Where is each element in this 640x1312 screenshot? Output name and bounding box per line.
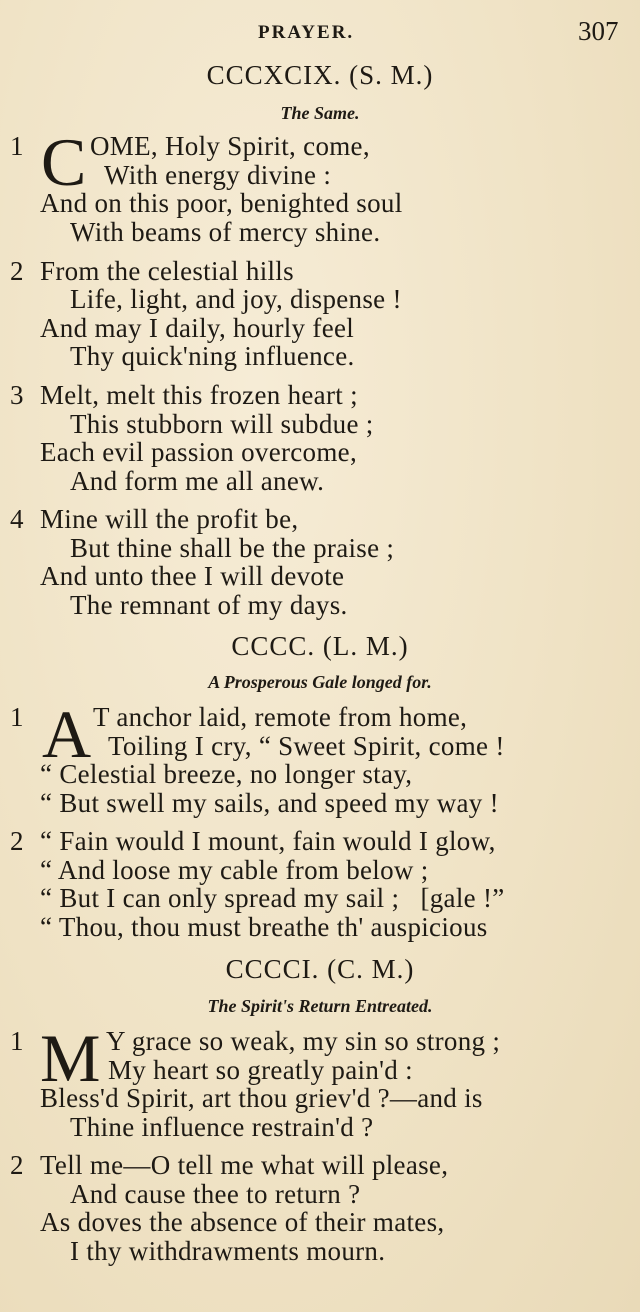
verse-line: I thy withdrawments mourn. <box>70 1236 386 1266</box>
verse-line: OME, Holy Spirit, come, <box>90 131 370 161</box>
verse-line: And form me all anew. <box>70 466 325 496</box>
verse-line: And on this poor, benighted soul <box>40 188 403 218</box>
verse-line: Melt, melt this frozen heart ; <box>40 380 358 410</box>
verse-number: 2 <box>10 826 24 856</box>
verse-line: T anchor laid, remote from home, <box>93 702 468 732</box>
verse-line: “ But I can only spread my sail ; [gale !” <box>40 883 505 913</box>
verse-line: My heart so greatly pain'd : <box>108 1055 413 1085</box>
verse-line: Thine influence restrain'd ? <box>70 1112 374 1142</box>
verse-line: And unto thee I will devote <box>40 561 345 591</box>
verse-line: With beams of mercy shine. <box>70 217 381 247</box>
page-number: 307 <box>578 16 619 46</box>
verse-line: Tell me—O tell me what will please, <box>40 1150 449 1180</box>
verse-number: 1 <box>10 702 24 732</box>
verse-line: Toiling I cry, “ Sweet Spirit, come ! <box>108 731 505 761</box>
verse-line: “ But swell my sails, and speed my way ! <box>40 788 499 818</box>
verse-line: The remnant of my days. <box>70 590 348 620</box>
verse-line: As doves the absence of their mates, <box>40 1207 445 1237</box>
drop-cap: C <box>41 124 87 200</box>
verse-line: Each evil passion overcome, <box>40 437 357 467</box>
hymn-subtitle: The Spirit's Return Entreated. <box>207 996 433 1016</box>
verse-number: 1 <box>10 1026 24 1056</box>
verse-line: “ Celestial breeze, no longer stay, <box>40 759 413 789</box>
verse-line: Y grace so weak, my sin so strong ; <box>106 1026 501 1056</box>
verse-number: 2 <box>10 256 24 286</box>
verse-number: 1 <box>10 131 24 161</box>
verse-line: And cause thee to return ? <box>70 1179 361 1209</box>
verse-line: From the celestial hills <box>40 256 294 286</box>
verse-line: But thine shall be the praise ; <box>70 533 395 563</box>
verse-number: 4 <box>10 504 24 534</box>
verse-line: “ Thou, thou must breathe th' auspicious <box>40 912 488 942</box>
verse-number: 3 <box>10 380 24 410</box>
verse-line: With energy divine : <box>104 160 332 190</box>
verse-number: 2 <box>10 1150 24 1180</box>
hymn-subtitle: The Same. <box>280 103 360 123</box>
verse-line: This stubborn will subdue ; <box>70 409 374 439</box>
hymn-subtitle: A Prosperous Gale longed for. <box>208 672 432 692</box>
verse-line: And may I daily, hourly feel <box>40 313 355 343</box>
verse-line: Mine will the profit be, <box>40 504 299 534</box>
hymn-title: CCCC. (L. M.) <box>231 631 409 661</box>
verse-line: “ And loose my cable from below ; <box>40 855 429 885</box>
hymn-title: CCCCI. (C. M.) <box>225 954 415 984</box>
verse-line: “ Fain would I mount, fain would I glow, <box>40 826 496 856</box>
drop-cap: A <box>42 696 92 772</box>
running-head: PRAYER. <box>258 22 355 43</box>
hymn-title: CCCXCIX. (S. M.) <box>206 60 434 90</box>
verse-line: Life, light, and joy, dispense ! <box>70 284 402 314</box>
verse-line: Thy quick'ning influence. <box>70 341 355 371</box>
verse-line: Bless'd Spirit, art thou griev'd ?—and is <box>40 1083 483 1113</box>
drop-cap: M <box>40 1020 101 1096</box>
